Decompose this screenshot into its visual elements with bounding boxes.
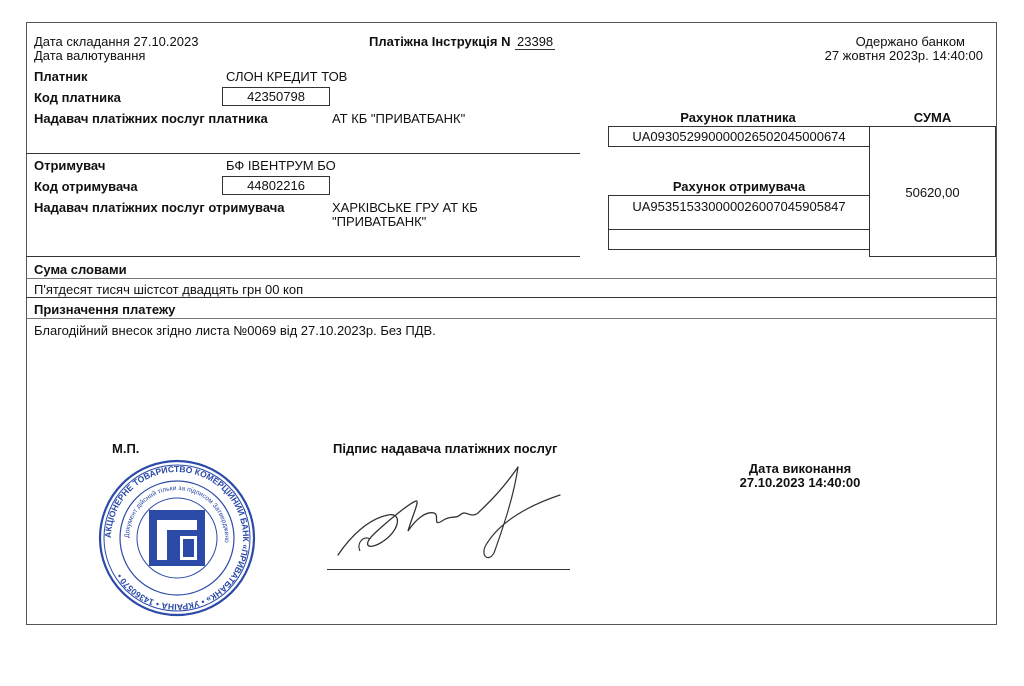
payer-label: Платник [34, 69, 88, 84]
recipient-provider-line1: ХАРКІВСЬКЕ ГРУ АТ КБ [332, 200, 478, 215]
recipient-label: Отримувач [34, 158, 106, 173]
sum-label: СУМА [913, 110, 952, 125]
payer-provider-label: Надавач платіжних послуг платника [34, 111, 268, 126]
recipient-provider-line2: "ПРИВАТБАНК" [332, 214, 427, 229]
stamp-inner-text: Документ дійсний тільки за підписом Затверджено [123, 484, 231, 543]
date-created: Дата складання 27.10.2023 [34, 34, 199, 49]
signature-label: Підпис надавача платіжних послуг [333, 441, 558, 456]
payer-account-box: UA093052990000026502045000674 [608, 126, 870, 147]
payer-name: СЛОН КРЕДИТ ТОВ [226, 69, 348, 84]
recipient-name: БФ ІВЕНТРУМ БО [226, 158, 336, 173]
payer-account-label: Рахунок платника [680, 110, 796, 125]
recipient-provider-label: Надавач платіжних послуг отримувача [34, 200, 285, 215]
purpose-line [26, 318, 997, 319]
payer-code-box: 42350798 [222, 87, 330, 106]
payer-provider: АТ КБ "ПРИВАТБАНК" [332, 111, 466, 126]
divider-recipient [26, 256, 580, 257]
recipient-code-label: Код отримувача [34, 179, 138, 194]
recipient-code-box: 44802216 [222, 176, 330, 195]
signature-image [330, 455, 570, 570]
recipient-account-extra-box [608, 229, 870, 250]
recipient-account-box: UA953515330000026007045905847 [608, 195, 870, 230]
mp-label: М.П. [112, 441, 140, 456]
received-date: 27 жовтня 2023р. 14:40:00 [824, 48, 983, 63]
amount-words-label: Сума словами [34, 262, 127, 277]
purpose-value: Благодійний внесок згідно листа №0069 від 27.10.2023р. Без ПДВ. [34, 323, 436, 338]
amount-words-top-line [26, 278, 997, 279]
purpose-label: Призначення платежу [34, 302, 176, 317]
amount-words-value: П'ятдесят тисяч шістсот двадцять грн 00 коп [34, 282, 304, 297]
amount-words-bottom-line [26, 297, 997, 298]
sum-box: 50620,00 [869, 126, 996, 257]
execution-label: Дата виконання [748, 461, 852, 476]
received-label: Одержано банком [855, 34, 965, 49]
value-date-label: Дата валютування [34, 48, 146, 63]
document-title: Платіжна Інструкція N [369, 34, 511, 49]
bank-stamp-image [88, 458, 266, 618]
execution-date: 27.10.2023 14:40:00 [739, 475, 861, 490]
divider-payer [26, 153, 580, 154]
document-number: 23398 [517, 34, 554, 49]
recipient-account-label: Рахунок отримувача [672, 179, 806, 194]
payer-code-label: Код платника [34, 90, 121, 105]
stamp-ring-text: АКЦІОНЕРНЕ ТОВАРИСТВО КОМЕРЦІЙНИЙ БАНК «ПРИВАТБАНК» • УКРАЇНА • 14360570 • [102, 463, 252, 613]
